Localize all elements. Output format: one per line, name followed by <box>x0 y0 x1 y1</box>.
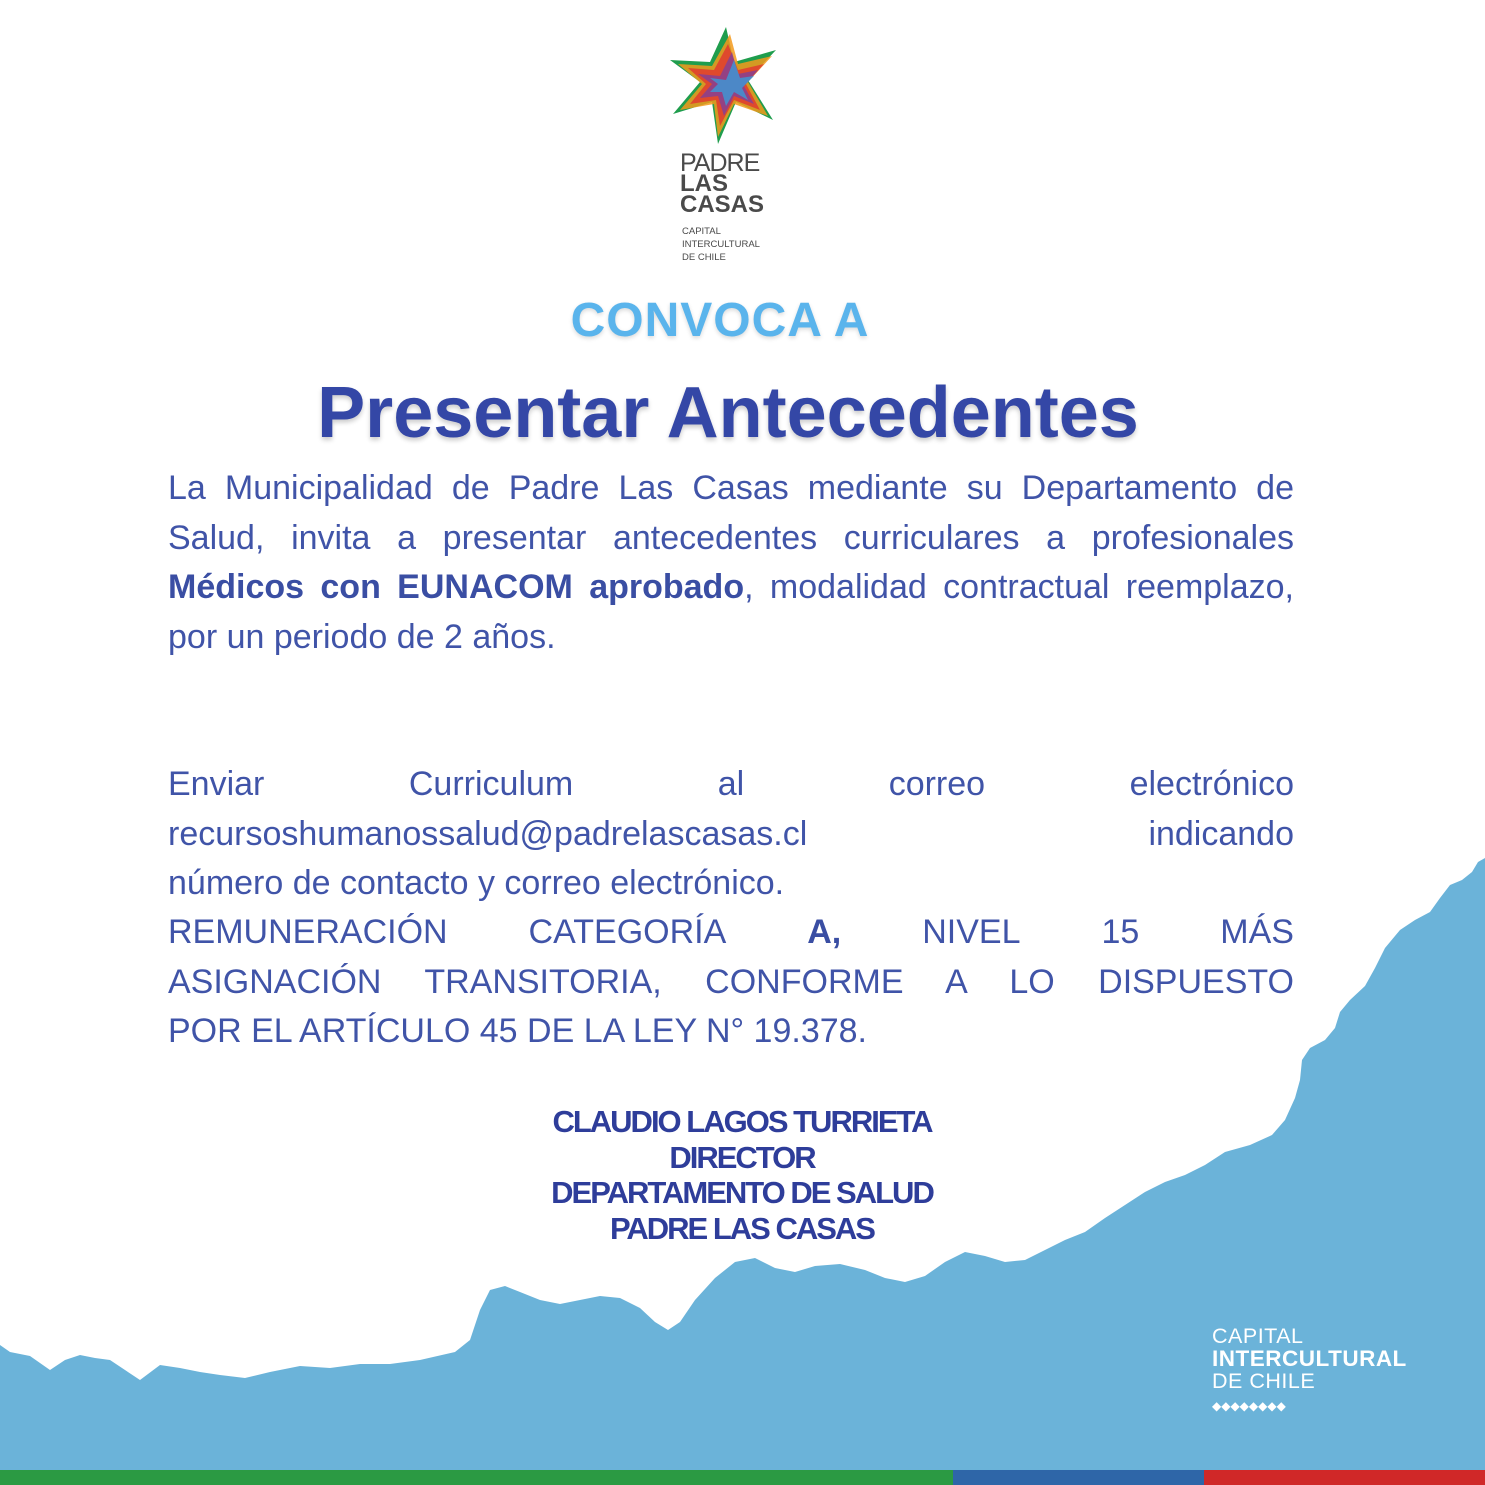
logo-tagline-line: INTERCULTURAL <box>682 239 760 250</box>
stripe-blue <box>953 1470 1204 1485</box>
badge-line: DE CHILE <box>1212 1369 1316 1393</box>
salary-paragraph <box>168 908 1294 1057</box>
salary-word: NIVEL <box>922 913 1021 951</box>
badge-ornament-icon: ◆◆◆◆◆◆◆◆ <box>1212 1398 1286 1413</box>
star-logo-icon <box>668 22 783 152</box>
email-address[interactable]: recursoshumanossalud@padrelascasas.cl <box>168 814 808 853</box>
instructions-paragraph <box>168 760 1294 909</box>
salary-word: MÁS <box>1220 913 1294 951</box>
page-title: Presentar Antecedentes <box>317 373 1139 453</box>
announcement-paragraph <box>168 464 1294 662</box>
instructions-word: Enviar <box>168 765 265 803</box>
capital-intercultural-badge <box>1212 1325 1407 1417</box>
logo-word-padre: PADRE <box>680 149 760 177</box>
salary-line: POR EL ARTÍCULO 45 DE LA LEY N° 19.378. <box>168 1012 867 1050</box>
instructions-line <box>168 810 1294 860</box>
instructions-word: electrónico <box>1129 765 1294 803</box>
instructions-word: correo <box>888 765 986 803</box>
stripe-green <box>0 1470 953 1485</box>
instructions-word: Curriculum <box>408 765 574 803</box>
instructions-line <box>168 760 1294 810</box>
instructions-line: número de contacto y correo electrónico. <box>168 864 785 902</box>
salary-word: 15 <box>1101 913 1140 951</box>
logo-tagline-line: CAPITAL <box>682 226 721 237</box>
badge-line: INTERCULTURAL <box>1212 1345 1407 1371</box>
salary-line <box>168 908 1294 958</box>
signatory-city: PADRE LAS CASAS <box>610 1210 874 1246</box>
salary-word: REMUNERACIÓN <box>168 913 448 951</box>
logo-tagline <box>682 225 792 264</box>
logo-word-las: LAS <box>680 170 728 197</box>
instructions-word: indicando <box>1148 814 1294 853</box>
signatory-name: CLAUDIO LAGOS TURRIETA <box>552 1104 932 1139</box>
signature-block <box>480 1104 1004 1246</box>
logo-tagline-line: DE CHILE <box>682 252 726 263</box>
badge-line: CAPITAL <box>1212 1324 1304 1348</box>
paragraph-text: La Municipalidad de Padre Las Casas mediante su Departamento de Salud, invita a presentar antecedentes curriculares a profesionales <box>168 469 1294 557</box>
paragraph-text: , modalidad contractual reemplazo, por un periodo de 2 años. <box>168 568 1294 656</box>
salary-category: A, <box>807 913 842 951</box>
paragraph-highlight: Médicos con EUNACOM aprobado <box>168 568 745 606</box>
kicker-heading: CONVOCA A <box>570 294 870 347</box>
signatory-role: DIRECTOR <box>669 1139 815 1175</box>
stripe-red <box>1204 1470 1485 1485</box>
salary-word: CATEGORÍA <box>528 913 727 951</box>
padre-las-casas-logo <box>668 22 798 272</box>
signatory-department: DEPARTAMENTO DE SALUD <box>551 1175 933 1210</box>
salary-line: ASIGNACIÓN TRANSITORIA, CONFORME A LO DISPUESTO <box>168 962 1294 1001</box>
instructions-word: al <box>717 765 745 803</box>
logo-word-casas: CASAS <box>680 191 765 218</box>
